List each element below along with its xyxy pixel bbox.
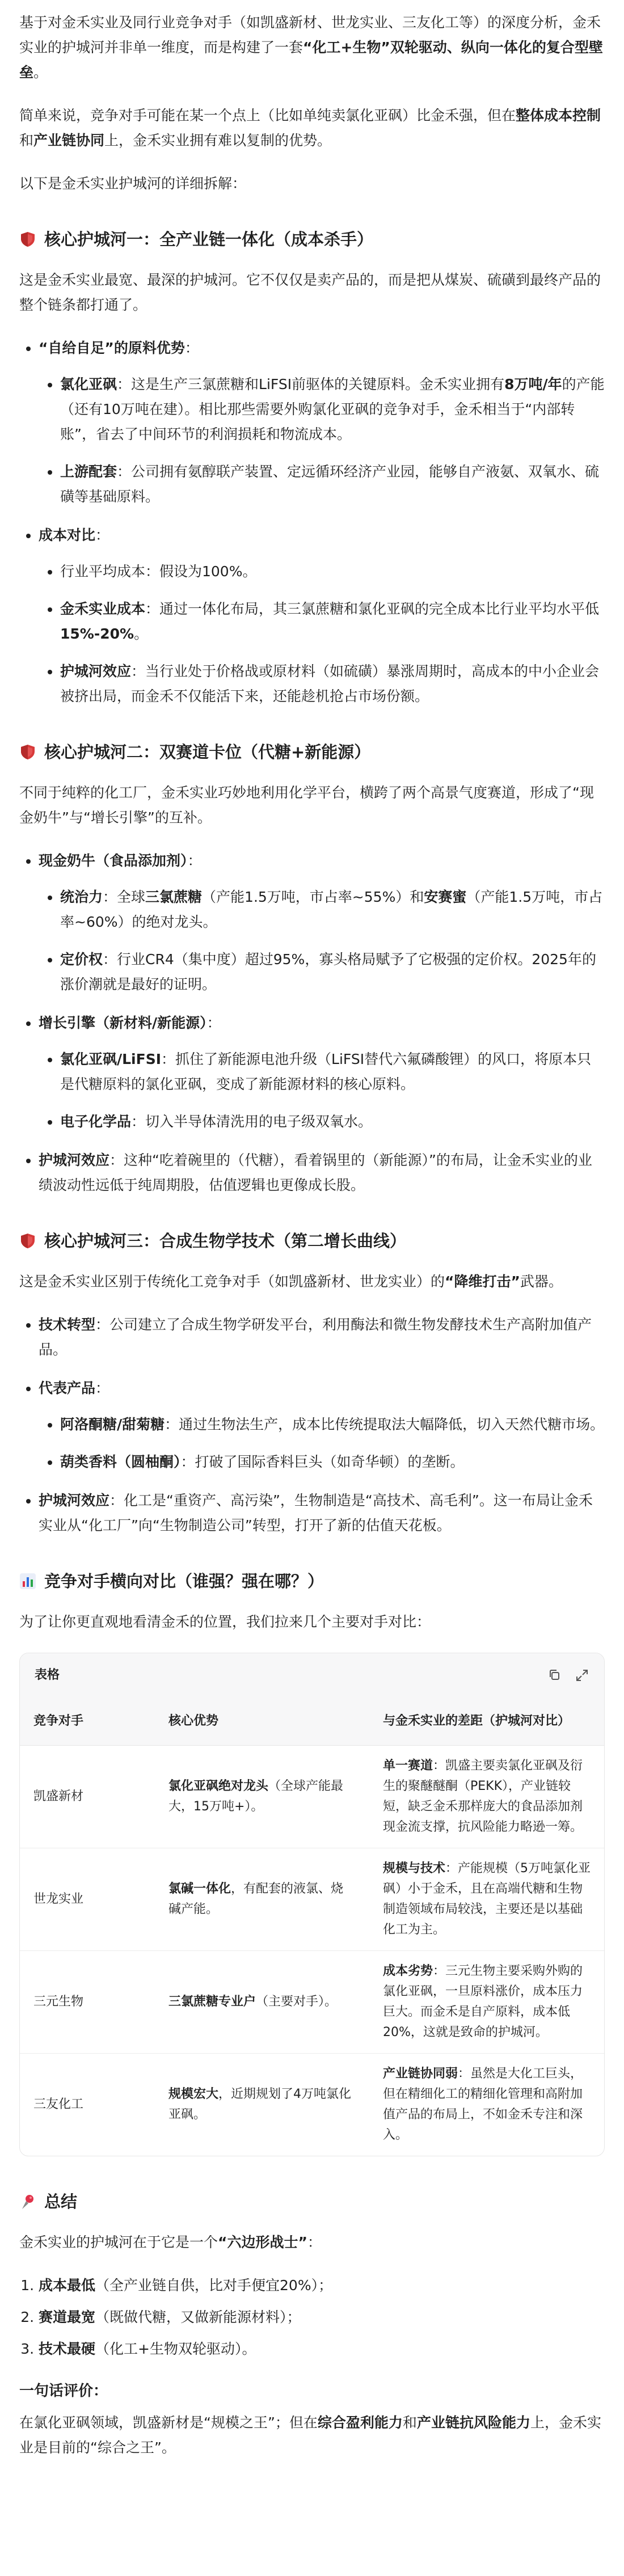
list-item: • 技术转型：公司建立了合成生物学研发平台，利用酶法和微生物发酵技术生产高附加值产品。 <box>39 1312 605 1362</box>
list-item: • 护城河效应：这种“吃着碗里的（代糖），看着锅里的（新能源）”的布局，让金禾实业的业绩波动性远低于纯周期股，估值逻辑也更像成长股。 <box>39 1148 605 1198</box>
competitor-name: 凯盛新材 <box>20 1746 155 1848</box>
list-item: • 护城河效应：化工是“重资产、高污染”，生物制造是“高技术、高毛利”。这一布局让金禾实业从“化工厂”向“生物制造公司”转型，打开了新的估值天花板。 <box>39 1488 605 1538</box>
list-item: • 统治力：全球三氯蔗糖（产能1.5万吨，市占率~55%）和安赛蜜（产能1.5万吨，市占率~60%）的绝对龙头。 <box>60 885 605 935</box>
gap-comparison: 成本劣势：三元生物主要采购外购的氯化亚砜，一旦原料涨价，成本压力巨大。而金禾是自产原料，成本低20%，这就是致命的护城河。 <box>369 1951 604 2054</box>
list-item: 2. 赛道最宽（既做代糖，又做新能源材料）； <box>39 2305 605 2330</box>
list-item: • 定价权：行业CR4（集中度）超过95%，寡头格局赋予了它极强的定价权。2025年的涨价潮就是最好的证明。 <box>60 947 605 997</box>
table-row <box>20 1848 604 1951</box>
list-item: • 上游配套：公司拥有氨醇联产装置、定远循环经济产业园，能够自产液氨、双氧水、硫磺等基础原料。 <box>60 459 605 509</box>
list-item: • 增长引擎（新材料/新能源）： • 氯化亚砜/LiFSI：抓住了新能源电池升级（LiFSI替代六氟磷酸锂）的风口，将原本只是代糖原料的氯化亚砜，变成了新能源材料的核心原料。 • 电子化学品：切入半导体清洗用的电子级双氧水。 <box>39 1011 605 1134</box>
comparison-table-card <box>19 1653 605 2156</box>
section-2-heading <box>19 741 605 763</box>
section-3-title: 核心护城河三：合成生物学技术（第二增长曲线） <box>44 1231 407 1251</box>
section-2-title: 核心护城河二：双赛道卡位（代糖+新能源） <box>44 742 371 762</box>
list-item: 1. 成本最低（全产业链自供，比对手便宜20%）； <box>39 2273 605 2298</box>
list-item: • 现金奶牛（食品添加剂）： • 统治力：全球三氯蔗糖（产能1.5万吨，市占率~55%）和安赛蜜（产能1.5万吨，市占率~60%）的绝对龙头。 • 定价权：行业CR4（集中度）超过95%，寡头格局赋予了它极强的定价权。2025年的涨价潮就是最好的证明。 <box>39 848 605 997</box>
section-2-lead: 不同于纯粹的化工厂，金禾实业巧妙地利用化学平台，横跨了两个高景气度赛道，形成了“现金奶牛”与“增长引擎”的互补。 <box>19 784 594 826</box>
list-item: • 行业平均成本：假设为100%。 <box>60 559 605 584</box>
list-item: • 护城河效应：当行业处于价格战或原材料（如硫磺）暴涨周期时，高成本的中小企业会被挤出局，而金禾不仅能活下来，还能趁机抢占市场份额。 <box>60 659 605 709</box>
shield-icon <box>19 231 36 248</box>
section-1-list <box>19 336 605 709</box>
list-item: 3. 技术最硬（化工+生物双轮驱动）。 <box>39 2337 605 2362</box>
table-header-row <box>20 1697 604 1746</box>
bar-chart-icon <box>19 1573 36 1590</box>
section-4-heading <box>19 1570 605 1593</box>
copy-icon[interactable] <box>547 1668 562 1683</box>
one-line-verdict-label: 一句话评价： <box>19 2383 108 2400</box>
list-item: • 葫类香料（圆柚酮）：打破了国际香料巨头（如奇华顿）的垄断。 <box>60 1450 605 1475</box>
competitor-name: 世龙实业 <box>20 1848 155 1951</box>
table-row <box>20 1951 604 2054</box>
competitor-name: 三元生物 <box>20 1951 155 2054</box>
list-item: • “自给自足”的原料优势： • 氯化亚砜：这是生产三氯蔗糖和LiFSI前驱体的关键原料。金禾实业拥有8万吨/年的产能（还有10万吨在建）。相比那些需要外购氯化亚砜的竞争对手，金禾相当于“内部转账”，省去了中间环节的利润损耗和物流成本。 • 上游配套：公司拥有氨醇联产装置、定远循环经济产业园，能够自产液氨、双氧水、硫磺等基础原料。 <box>39 336 605 509</box>
list-item: • 代表产品： • 阿洛酮糖/甜菊糖：通过生物法生产，成本比传统提取法大幅降低，切入天然代糖市场。 • 葫类香料（圆柚酮）：打破了国际香料巨头（如奇华顿）的垄断。 <box>39 1376 605 1475</box>
core-advantage: 氯碱一体化，有配套的液氯、烧碱产能。 <box>155 1848 369 1951</box>
list-item: • 阿洛酮糖/甜菊糖：通过生物法生产，成本比传统提取法大幅降低，切入天然代糖市场。 <box>60 1412 605 1437</box>
column-header: 与金禾实业的差距（护城河对比） <box>369 1697 604 1746</box>
table-row <box>20 1746 604 1848</box>
section-4-lead: 为了让你更直观地看清金禾的位置，我们拉来几个主要对手对比： <box>19 1614 431 1630</box>
comparison-table <box>20 1697 604 2156</box>
intro-paragraph-1: 基于对金禾实业及同行业竞争对手（如凯盛新材、世龙实业、三友化工等）的深度分析，金禾实业的护城河并非单一维度，而是构建了一套“化工+生物”双轮驱动、纵向一体化的复合型壁垒。 <box>19 14 603 81</box>
section-1-heading <box>19 228 605 251</box>
core-advantage: 规模宏大，近期规划了4万吨氯化亚砜。 <box>168 2087 352 2122</box>
list-item: • 电子化学品：切入半导体清洗用的电子级双氧水。 <box>60 1109 605 1134</box>
section-5-title: 总结 <box>44 2192 78 2211</box>
intro-paragraph-2: 简单来说，竞争对手可能在某一个点上（比如单纯卖氯化亚砜）比金禾强，但在整体成本控制和产业链协同上，金禾实业拥有难以复制的优势。 <box>19 107 601 149</box>
gap-comparison: 单一赛道：凯盛主要卖氯化亚砜及衍生的聚醚醚酮（PEKK），产业链较短，缺乏金禾那样庞大的食品添加剂现金流支撑，抗风险能力略逊一筹。 <box>369 1746 604 1848</box>
core-advantage: 氯化亚砜绝对龙头（全球产能最大，15万吨+）。 <box>155 1746 369 1848</box>
list-item: • 氯化亚砜：这是生产三氯蔗糖和LiFSI前驱体的关键原料。金禾实业拥有8万吨/年的产能（还有10万吨在建）。相比那些需要外购氯化亚砜的竞争对手，金禾相当于“内部转账”，省去了中间环节的利润损耗和物流成本。 <box>60 372 605 447</box>
shield-icon <box>19 1232 36 1249</box>
core-advantage: 三氯蔗糖专业户（主要对手）。 <box>155 1951 369 2054</box>
section-1-title: 核心护城河一：全产业链一体化（成本杀手） <box>44 230 374 249</box>
section-3-lead: 这是金禾实业区别于传统化工竞争对手（如凯盛新材、世龙实业）的“降维打击”武器。 <box>19 1273 563 1290</box>
section-3-heading <box>19 1230 605 1252</box>
section-1-lead: 这是金禾实业最宽、最深的护城河。它不仅仅是卖产品的，而是把从煤炭、硫磺到最终产品的整个链条都打通了。 <box>19 272 601 313</box>
intro-paragraph-3: 以下是金禾实业护城河的详细拆解： <box>19 175 247 192</box>
list-item: • 氯化亚砜/LiFSI：抓住了新能源电池升级（LiFSI替代六氟磷酸锂）的风口，将原本只是代糖原料的氯化亚砜，变成了新能源材料的核心原料。 <box>60 1047 605 1097</box>
summary-list <box>19 2273 605 2362</box>
pushpin-icon <box>19 2193 36 2210</box>
section-3-list <box>19 1312 605 1538</box>
list-item: • 成本对比： • 行业平均成本：假设为100%。 • 金禾实业成本：通过一体化布局，其三氯蔗糖和氯化亚砜的完全成本比行业平均水平低15%-20%。 • 护城河效应：当行业处于价格战或原材料（如硫磺）暴涨周期时，高成本的中小企业会被挤出局，而金禾不仅能活下来，还能趁机抢占市场份额。 <box>39 523 605 709</box>
shield-icon <box>19 744 36 761</box>
final-verdict: 在氯化亚砜领域，凯盛新材是“规模之王”；但在综合盈利能力和产业链抗风险能力上，金禾实业是目前的“综合之王”。 <box>19 2414 601 2456</box>
section-5-lead: 金禾实业的护城河在于它是一个“六边形战士”： <box>19 2234 322 2250</box>
table-toolbar <box>547 1668 589 1683</box>
table-row <box>20 2054 604 2156</box>
gap-comparison: 规模与技术：产能规模（5万吨氯化亚砜）小于金禾，且在高端代糖和生物制造领域布局较浅，主要还是以基础化工为主。 <box>369 1848 604 1951</box>
gap-comparison: 产业链协同弱：虽然是大化工巨头，但在精细化工的精细化管理和高附加值产品的布局上，不如金禾专注和深入。 <box>383 2067 583 2142</box>
section-4-title: 竞争对手横向对比（谁强？强在哪？） <box>44 1572 324 1591</box>
section-5-heading <box>19 2190 605 2213</box>
table-card-header <box>20 1653 604 1697</box>
expand-icon[interactable] <box>575 1668 589 1683</box>
column-header: 核心优势 <box>155 1697 369 1746</box>
column-header: 竞争对手 <box>20 1697 155 1746</box>
section-2-list <box>19 848 605 1198</box>
list-item: • 金禾实业成本：通过一体化布局，其三氯蔗糖和氯化亚砜的完全成本比行业平均水平低15%-20%。 <box>60 597 605 647</box>
competitor-name: 三友化工 <box>33 2097 84 2112</box>
table-card-title: 表格 <box>35 1668 60 1682</box>
